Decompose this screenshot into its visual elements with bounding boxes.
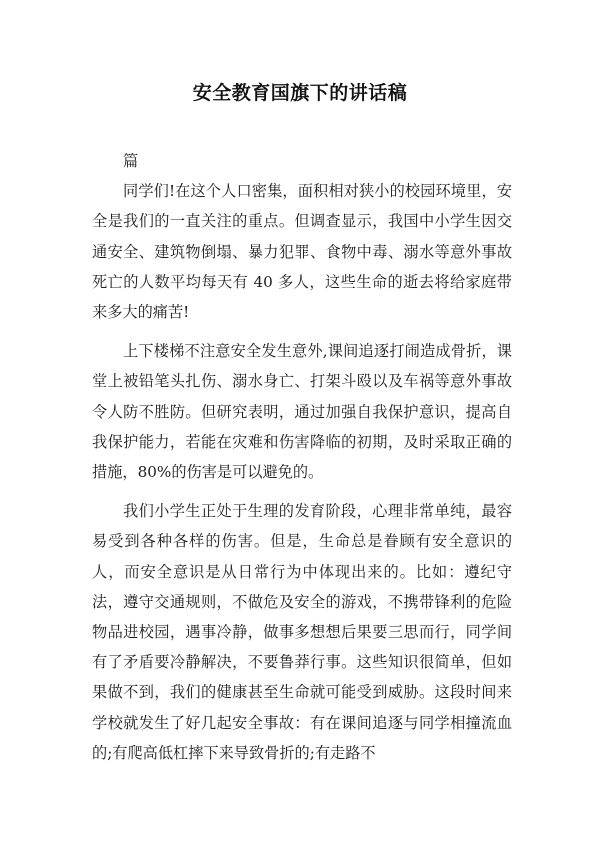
- paragraph: 上下楼梯不注意安全发生意外,课间追逐打闹造成骨折，课堂上被铅笔头扎伤、溺水身亡、打架斗殴以及车祸等意外事故令人防不胜防。但研究表明，通过加强自我保护意识，提高自我保护能力，若能在灾难和伤害降临的初期，及时采取正确的措施，80%的伤害是可以避免的。: [92, 342, 512, 482]
- paragraph: 我们小学生正处于生理的发育阶段，心理非常单纯，最容易受到各种各样的伤害。但是，生命总是眷顾有安全意识的人，而安全意识是从日常行为中体现出来的。比如：遵纪守法，遵守交通规则，不做危及安全的游戏，不携带锋利的危险物品进校园，遇事冷静，做事多想想后果要三思而行，同学间有了矛盾要冷静解决，不要鲁莽行事。这些知识很简单，但如果做不到，我们的健康甚至生命就可能受到威胁。这段时间来学校就发生了好几起安全事故：有在课间追逐与同学相撞流血的;有爬高低杠摔下来导致骨折的;有走路不: [92, 502, 512, 762]
- document-title: 安全教育国旗下的讲话稿: [192, 82, 408, 104]
- document-body: [92, 146, 512, 768]
- section-marker: 篇: [123, 152, 139, 170]
- paragraph: 同学们!在这个人口密集，面积相对狭小的校园环境里，安全是我们的一直关注的重点。但调查显示，我国中小学生因交通安全、建筑物倒塌、暴力犯罪、食物中毒、溺水等意外事故死亡的人数平均每天有 40 多人，这些生命的逝去将给家庭带来多大的痛苦!: [92, 182, 512, 322]
